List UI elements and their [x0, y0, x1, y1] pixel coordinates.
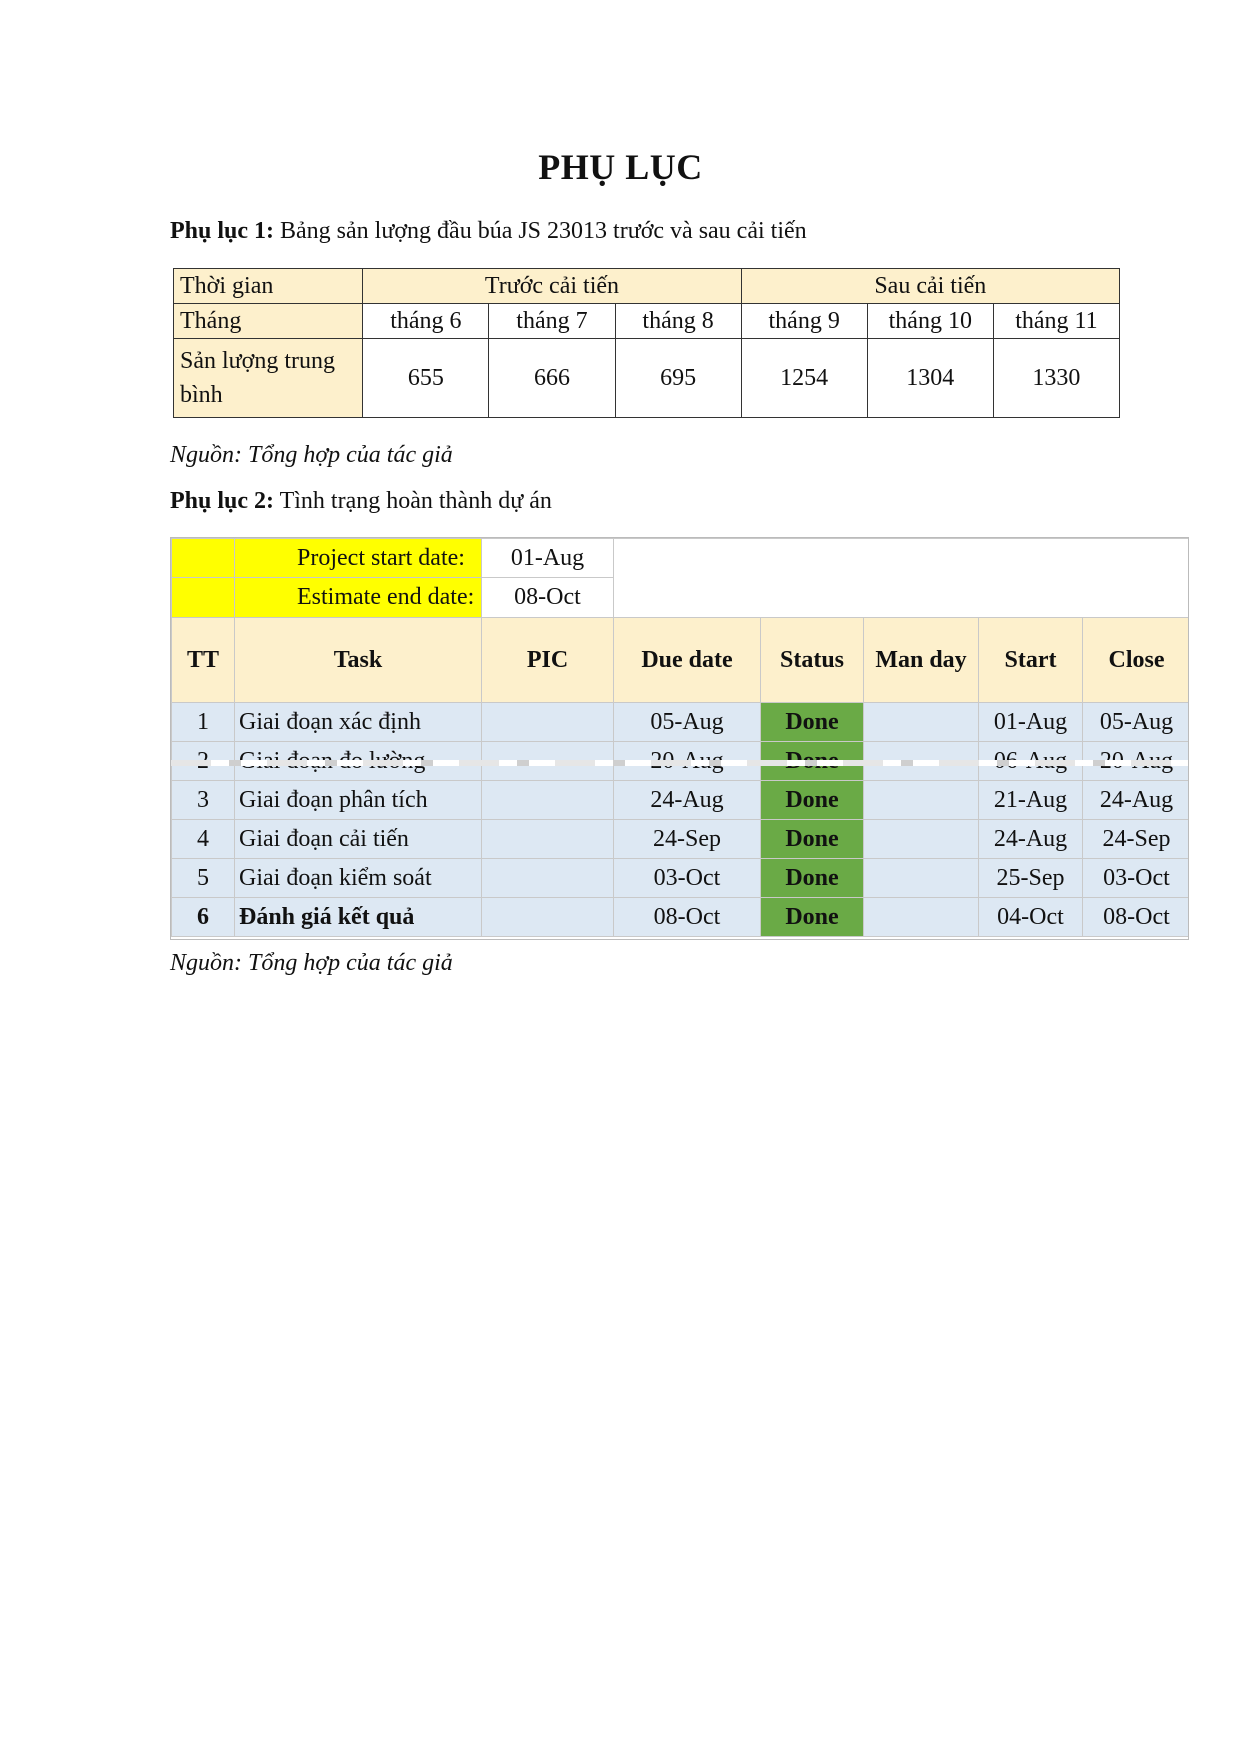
appendix2-caption	[170, 488, 552, 515]
row-close: 03-Oct	[1083, 859, 1190, 898]
month-cell: tháng 7	[489, 304, 615, 339]
row-man-day	[864, 820, 979, 859]
project-status-table	[170, 537, 1189, 940]
time-label: Thời gian	[174, 269, 363, 304]
table-row	[172, 859, 1190, 898]
status-badge: Done	[761, 859, 864, 898]
project-start-label: Project start date:	[235, 539, 482, 578]
row-pic	[482, 859, 614, 898]
row-due-date: 05-Aug	[614, 703, 761, 742]
row-task: Giai đoạn cải tiến	[235, 820, 482, 859]
header-task: Task	[235, 618, 482, 703]
row-tt: 4	[172, 820, 235, 859]
status-badge: Done	[761, 898, 864, 937]
month-cell: tháng 8	[615, 304, 741, 339]
row-pic	[482, 820, 614, 859]
row-close: 24-Aug	[1083, 781, 1190, 820]
appendix1-caption	[170, 218, 807, 245]
row-man-day	[864, 703, 979, 742]
page-title: PHỤ LỤC	[538, 147, 703, 187]
row-due-date: 24-Sep	[614, 820, 761, 859]
status-badge: Done	[761, 820, 864, 859]
row-task: Giai đoạn kiểm soát	[235, 859, 482, 898]
header-pic: PIC	[482, 618, 614, 703]
row-man-day	[864, 859, 979, 898]
row-close: 05-Aug	[1083, 703, 1190, 742]
row-pic	[482, 781, 614, 820]
header-due-date: Due date	[614, 618, 761, 703]
table-row	[172, 781, 1190, 820]
row-tt: 3	[172, 781, 235, 820]
appendix2-source: Nguồn: Tổng hợp của tác giả	[170, 950, 453, 976]
appendix1-source: Nguồn: Tổng hợp của tác giả	[170, 442, 453, 468]
table-row	[172, 703, 1190, 742]
output-value: 655	[363, 339, 489, 418]
output-value: 666	[489, 339, 615, 418]
header-status: Status	[761, 618, 864, 703]
row-task: Giai đoạn phân tích	[235, 781, 482, 820]
output-value: 1330	[993, 339, 1119, 418]
month-cell: tháng 6	[363, 304, 489, 339]
output-value: 1254	[741, 339, 867, 418]
row-task: Đánh giá kết quả	[235, 898, 482, 937]
row-task: Giai đoạn xác định	[235, 703, 482, 742]
row-tt: 5	[172, 859, 235, 898]
appendix1-caption-text: Bảng sản lượng đầu búa JS 23013 trước và sau cải tiến	[274, 218, 807, 244]
month-cell: tháng 10	[867, 304, 993, 339]
appendix2-caption-text: Tình trạng hoàn thành dự án	[274, 488, 552, 514]
production-table	[173, 268, 1120, 418]
row-start: 24-Aug	[979, 820, 1083, 859]
row-due-date: 24-Aug	[614, 781, 761, 820]
appendix2-label: Phụ lục 2:	[170, 488, 275, 514]
output-value: 695	[615, 339, 741, 418]
row-pic	[482, 898, 614, 937]
scan-artifact	[171, 760, 1189, 766]
month-label: Tháng	[174, 304, 363, 339]
output-value: 1304	[867, 339, 993, 418]
status-badge: Done	[761, 781, 864, 820]
before-improvement-header: Trước cải tiến	[363, 269, 741, 304]
month-cell: tháng 9	[741, 304, 867, 339]
row-start: 04-Oct	[979, 898, 1083, 937]
header-start: Start	[979, 618, 1083, 703]
row-due-date: 08-Oct	[614, 898, 761, 937]
output-label: Sản lượng trung bình	[174, 339, 363, 418]
after-improvement-header: Sau cải tiến	[741, 269, 1119, 304]
estimate-end-label: Estimate end date:	[235, 578, 482, 618]
row-start: 25-Sep	[979, 859, 1083, 898]
header-close: Close	[1083, 618, 1190, 703]
header-tt: TT	[172, 618, 235, 703]
row-close: 08-Oct	[1083, 898, 1190, 937]
row-start: 21-Aug	[979, 781, 1083, 820]
status-badge: Done	[761, 703, 864, 742]
appendix1-label: Phụ lục 1:	[170, 218, 275, 244]
row-pic	[482, 703, 614, 742]
estimate-end-value: 08-Oct	[482, 578, 614, 618]
row-man-day	[864, 781, 979, 820]
row-tt: 6	[172, 898, 235, 937]
row-due-date: 03-Oct	[614, 859, 761, 898]
header-man-day: Man day	[864, 618, 979, 703]
project-start-value: 01-Aug	[482, 539, 614, 578]
row-tt: 1	[172, 703, 235, 742]
row-man-day	[864, 898, 979, 937]
table-row	[172, 820, 1190, 859]
table-row	[172, 898, 1190, 937]
row-start: 01-Aug	[979, 703, 1083, 742]
month-cell: tháng 11	[993, 304, 1119, 339]
row-close: 24-Sep	[1083, 820, 1190, 859]
